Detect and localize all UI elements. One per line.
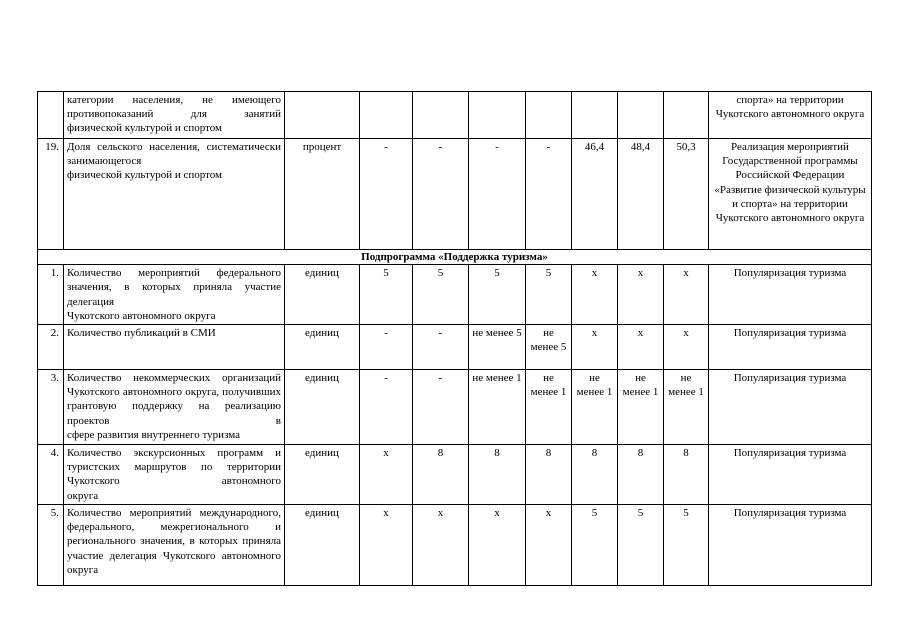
indicator-name-cell: Количество мероприятий федерального значения, в которых приняла участие делегация Чукотского автономного округа: [64, 265, 285, 325]
event-cell: Реализация мероприятий Государственной программы Российской Федерации «Развитие физической культуры и спорта» на территории Чукотского автономного округа: [709, 139, 872, 250]
table-row: [38, 505, 872, 586]
value-cell: [664, 92, 709, 139]
row-number-cell: [38, 92, 64, 139]
value-cell: 8: [413, 445, 469, 505]
value-cell: 8: [618, 445, 664, 505]
indicators-table: [37, 91, 872, 586]
indicator-name-last-line: физической культурой и спортом: [67, 169, 223, 182]
value-cell: 50,3: [664, 139, 709, 250]
value-cell: не менее 1: [526, 370, 572, 445]
unit-cell: единиц: [285, 265, 360, 325]
value-cell: -: [469, 139, 526, 250]
value-cell: не менее 5: [469, 325, 526, 370]
unit-cell: единиц: [285, 505, 360, 586]
indicator-name-last-line: округа: [67, 489, 99, 502]
value-cell: 48,4: [618, 139, 664, 250]
event-cell: Популяризация туризма: [709, 505, 872, 586]
value-cell: х: [572, 265, 618, 325]
value-cell: х: [664, 325, 709, 370]
value-cell: [413, 92, 469, 139]
value-cell: -: [360, 370, 413, 445]
indicator-name-last-line: сфере развития внутреннего туризма: [67, 428, 241, 441]
value-cell: не менее 1: [618, 370, 664, 445]
value-cell: 5: [469, 265, 526, 325]
unit-cell: единиц: [285, 370, 360, 445]
indicator-name-cell: Количество экскурсионных программ и туристских маршрутов по территории Чукотского автономного округа: [64, 445, 285, 505]
indicator-name-cell: Доля сельского населения, систематически занимающегося физической культурой и спортом: [64, 139, 285, 250]
value-cell: х: [360, 445, 413, 505]
table-row: [38, 139, 872, 250]
indicator-name-last-line: физической культурой и спортом: [67, 122, 223, 135]
value-cell: х: [664, 265, 709, 325]
value-cell: 8: [664, 445, 709, 505]
row-number-cell: 5.: [38, 505, 64, 586]
value-cell: х: [618, 325, 664, 370]
indicator-name-cell: Количество мероприятий международного, федерального, межрегионального и регионального значения, в которых приняла участие делегация Чукотского автономного округа: [64, 505, 285, 586]
value-cell: 46,4: [572, 139, 618, 250]
value-cell: не менее 5: [526, 325, 572, 370]
indicator-name-last-line: Количество публикаций в СМИ: [67, 327, 216, 340]
value-cell: [360, 92, 413, 139]
value-cell: -: [413, 370, 469, 445]
value-cell: 5: [413, 265, 469, 325]
unit-cell: [285, 92, 360, 139]
value-cell: х: [618, 265, 664, 325]
indicator-name-cell: Количество некоммерческих организаций Чукотского автономного округа, получивших грантовую поддержку на реализацию проектов в сфере развития внутреннего туризма: [64, 370, 285, 445]
event-cell: Популяризация туризма: [709, 325, 872, 370]
row-number-cell: 2.: [38, 325, 64, 370]
value-cell: 5: [618, 505, 664, 586]
row-number-cell: 3.: [38, 370, 64, 445]
unit-cell: единиц: [285, 445, 360, 505]
value-cell: х: [526, 505, 572, 586]
value-cell: х: [360, 505, 413, 586]
value-cell: х: [469, 505, 526, 586]
value-cell: [526, 92, 572, 139]
section-row: [38, 250, 872, 265]
value-cell: не менее 1: [664, 370, 709, 445]
value-cell: х: [413, 505, 469, 586]
value-cell: 5: [526, 265, 572, 325]
event-cell: Популяризация туризма: [709, 445, 872, 505]
row-number-cell: 1.: [38, 265, 64, 325]
indicator-name-last-line: Чукотского автономного округа: [67, 309, 216, 322]
row-number-cell: 4.: [38, 445, 64, 505]
table-row: [38, 325, 872, 370]
value-cell: -: [360, 139, 413, 250]
tourism-rows: [38, 265, 872, 586]
value-cell: -: [526, 139, 572, 250]
unit-cell: единиц: [285, 325, 360, 370]
value-cell: -: [360, 325, 413, 370]
value-cell: 8: [469, 445, 526, 505]
value-cell: х: [572, 325, 618, 370]
value-cell: 5: [572, 505, 618, 586]
row-number-cell: 19.: [38, 139, 64, 250]
indicator-name-cell: категории населения, не имеющего противопоказаний для занятий физической культурой и спортом: [64, 92, 285, 139]
indicator-name-cell: [64, 325, 285, 370]
sport-rows: [38, 92, 872, 250]
value-cell: [618, 92, 664, 139]
value-cell: не менее 1: [469, 370, 526, 445]
value-cell: не менее 1: [572, 370, 618, 445]
value-cell: [469, 92, 526, 139]
event-cell: Популяризация туризма: [709, 265, 872, 325]
section-title: Подпрограмма «Поддержка туризма»: [38, 250, 872, 265]
event-cell: Популяризация туризма: [709, 370, 872, 445]
value-cell: 5: [664, 505, 709, 586]
value-cell: 5: [360, 265, 413, 325]
table-row: [38, 445, 872, 505]
value-cell: [572, 92, 618, 139]
table-row: [38, 370, 872, 445]
value-cell: 8: [526, 445, 572, 505]
value-cell: -: [413, 325, 469, 370]
value-cell: -: [413, 139, 469, 250]
unit-cell: процент: [285, 139, 360, 250]
table-row: [38, 265, 872, 325]
event-cell: спорта» на территории Чукотского автономного округа: [709, 92, 872, 139]
table-row: [38, 92, 872, 139]
value-cell: 8: [572, 445, 618, 505]
indicator-name-last-line: округа: [67, 563, 99, 576]
